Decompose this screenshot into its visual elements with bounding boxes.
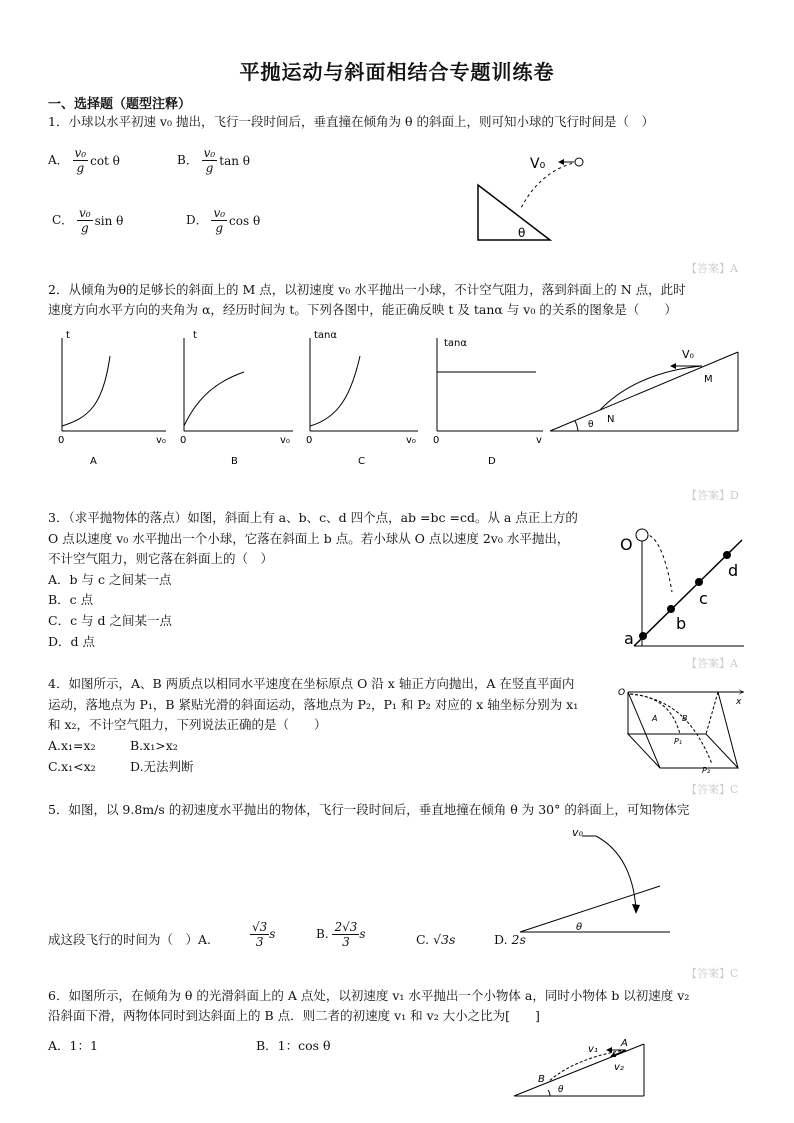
q4-option-d: D.无法判断 xyxy=(130,759,194,774)
q3-option-a: A．b 与 c 之间某一点 xyxy=(48,572,172,587)
q4-figure xyxy=(618,684,748,774)
svg-text:M: M xyxy=(704,374,713,385)
svg-text:A: A xyxy=(652,714,658,723)
svg-text:A: A xyxy=(90,456,97,467)
q6-figure xyxy=(508,1030,658,1100)
svg-text:C: C xyxy=(358,456,365,467)
svg-text:d: d xyxy=(728,561,739,580)
q1-option-c: C． $\frac{\text{v₀}}{g}$ sin θ xyxy=(52,206,124,235)
q4-option-a: A.x₁=x₂ xyxy=(48,738,96,753)
q3-option-c: C．c 与 d 之间某一点 xyxy=(48,613,172,628)
q4-line2: 运动，落地点为 P₁，B 紧贴光滑的斜面运动，落地点为 P₂，P₁ 和 P₂ 对应的 x 轴坐标分别为 x₁ xyxy=(48,697,579,712)
svg-text:O: O xyxy=(618,688,626,698)
arrow-head xyxy=(558,159,564,165)
q3-line1: 3．（求平抛物体的落点）如图，斜面上有 a、b、c、d 四个点，ab =bc =cd。从 a 点正上方的 xyxy=(48,510,578,525)
graph-a xyxy=(58,330,166,467)
incline xyxy=(478,185,550,240)
svg-text:tanα: tanα xyxy=(314,330,337,341)
theta-label: θ xyxy=(518,226,526,240)
q3-line3: 不计空气阻力，则它落在斜面上的（ ） xyxy=(48,551,274,566)
svg-text:v₁: v₁ xyxy=(588,1044,598,1055)
graph-d xyxy=(433,338,543,467)
svg-text:v: v xyxy=(536,435,542,446)
q5-figure xyxy=(510,822,680,937)
svg-text:tanα: tanα xyxy=(444,338,467,349)
svg-text:t: t xyxy=(193,330,197,341)
q2-line2: 速度方向水平方向的夹角为 α，经历时间为 t。下列各图中，能正确反映 t 及 tanα 与 v₀ 的关系的图象是（ ） xyxy=(48,302,677,317)
q5-option-c: C. √3s xyxy=(416,932,456,947)
svg-text:V₀: V₀ xyxy=(682,348,694,361)
svg-text:θ: θ xyxy=(588,420,594,430)
graph-b xyxy=(180,330,293,467)
q2-figures xyxy=(48,326,748,476)
q5-answer: 【答案】C xyxy=(686,967,739,980)
q5-option-d: D. 2s xyxy=(494,932,526,947)
svg-text:D: D xyxy=(488,456,496,467)
q5-line2: 成这段飞行的时间为（ ）A. xyxy=(48,932,212,947)
svg-text:θ: θ xyxy=(558,1085,564,1095)
q2-incline-figure xyxy=(550,348,738,431)
q1-option-d: D． $\frac{\text{v₀}}{g}$ cos θ xyxy=(186,206,261,235)
svg-text:0: 0 xyxy=(58,435,65,446)
q4-answer: 【答案】C xyxy=(686,783,739,796)
svg-text:θ: θ xyxy=(576,922,583,933)
svg-text:B: B xyxy=(682,714,688,723)
q1-answer: 【答案】A xyxy=(686,262,738,275)
svg-text:P₁: P₁ xyxy=(674,737,683,746)
svg-text:b: b xyxy=(676,614,687,633)
svg-text:N: N xyxy=(607,414,615,425)
svg-text:0: 0 xyxy=(306,435,313,446)
graph-c xyxy=(306,330,418,467)
q2-line1: 2．从倾角为θ的足够长的斜面上的 M 点，以初速度 v₀ 水平抛出一小球，不计空气阻力，落到斜面上的 N 点，此时 xyxy=(48,282,686,297)
svg-text:x: x xyxy=(736,697,742,707)
v0-label: V₀ xyxy=(530,156,546,172)
svg-text:t: t xyxy=(66,330,70,341)
q1-option-b: B． $\frac{\text{v₀}}{g}$ tan θ xyxy=(177,146,250,175)
svg-text:v₂: v₂ xyxy=(614,1062,624,1073)
section-heading: 一、选择题（题型注释） xyxy=(48,97,192,112)
q5-option-b: B. $\frac{2√3}{3}$ s xyxy=(316,920,366,949)
q5-line1: 5．如图，以 9.8m/s 的初速度水平抛出的物体，飞行一段时间后，垂直地撞在倾角 θ 为 30° 的斜面上，可知物体完 xyxy=(48,802,690,817)
q6-option-b: B．1：cos θ xyxy=(256,1038,331,1053)
q3-option-b: B．c 点 xyxy=(48,592,94,607)
svg-text:P₂: P₂ xyxy=(702,766,711,774)
q4-line3: 和 x₂，不计空气阻力，下列说法正确的是（ ） xyxy=(48,717,327,732)
ball xyxy=(575,158,583,166)
q3-option-d: D．d 点 xyxy=(48,634,95,649)
page-title: 平抛运动与斜面相结合专题训练卷 xyxy=(239,60,555,84)
q3-line2: O 点以速度 v₀ 水平抛出一个小球，它落在斜面上 b 点。若小球从 O 点以速度 2v₀ 水平抛出， xyxy=(48,531,570,546)
svg-text:B: B xyxy=(538,1074,545,1085)
ball xyxy=(636,529,648,541)
q6-line2: 沿斜面下滑，两物体同时到达斜面上的 B 点．则二者的初速度 v₁ 和 v₂ 大小之比为[ ] xyxy=(48,1008,540,1023)
q4-option-b: B.x₁>x₂ xyxy=(130,738,178,753)
q6-line1: 6．如图所示，在倾角为 θ 的光滑斜面上的 A 点处，以初速度 v₁ 水平抛出一个小物体 a，同时小物体 b 以初速度 v₂ xyxy=(48,988,690,1003)
svg-text:v₀: v₀ xyxy=(156,435,166,446)
q4-line1: 4．如图所示，A、B 两质点以相同水平速度在坐标原点 O 沿 x 轴正方向抛出，A 在竖直平面内 xyxy=(48,676,575,691)
svg-text:O: O xyxy=(620,535,633,554)
svg-text:a: a xyxy=(624,629,634,648)
trajectory xyxy=(520,162,578,210)
q1-text: 1．小球以水平初速 v₀ 抛出，飞行一段时间后，垂直撞在倾角为 θ 的斜面上，则可知小球的飞行时间是（ ） xyxy=(48,114,654,129)
q3-figure xyxy=(614,522,754,652)
svg-text:0: 0 xyxy=(433,435,440,446)
svg-text:v₀: v₀ xyxy=(406,435,416,446)
svg-text:c: c xyxy=(699,589,708,608)
q1-figure xyxy=(470,150,620,245)
svg-text:0: 0 xyxy=(180,435,187,446)
svg-text:B: B xyxy=(231,456,238,467)
q3-answer: 【答案】A xyxy=(686,657,738,670)
q1-option-a: A． $\frac{\text{v₀}}{g}$ cot θ xyxy=(48,146,120,175)
svg-text:v₀: v₀ xyxy=(280,435,290,446)
q6-option-a: A．1：1 xyxy=(48,1038,98,1053)
q2-answer: 【答案】D xyxy=(686,489,739,502)
q5-option-a: $\frac{√3}{3}$ s xyxy=(252,920,276,949)
svg-text:A: A xyxy=(621,1038,628,1049)
svg-text:v₀: v₀ xyxy=(572,826,583,839)
q4-option-c: C.x₁<x₂ xyxy=(48,759,96,774)
